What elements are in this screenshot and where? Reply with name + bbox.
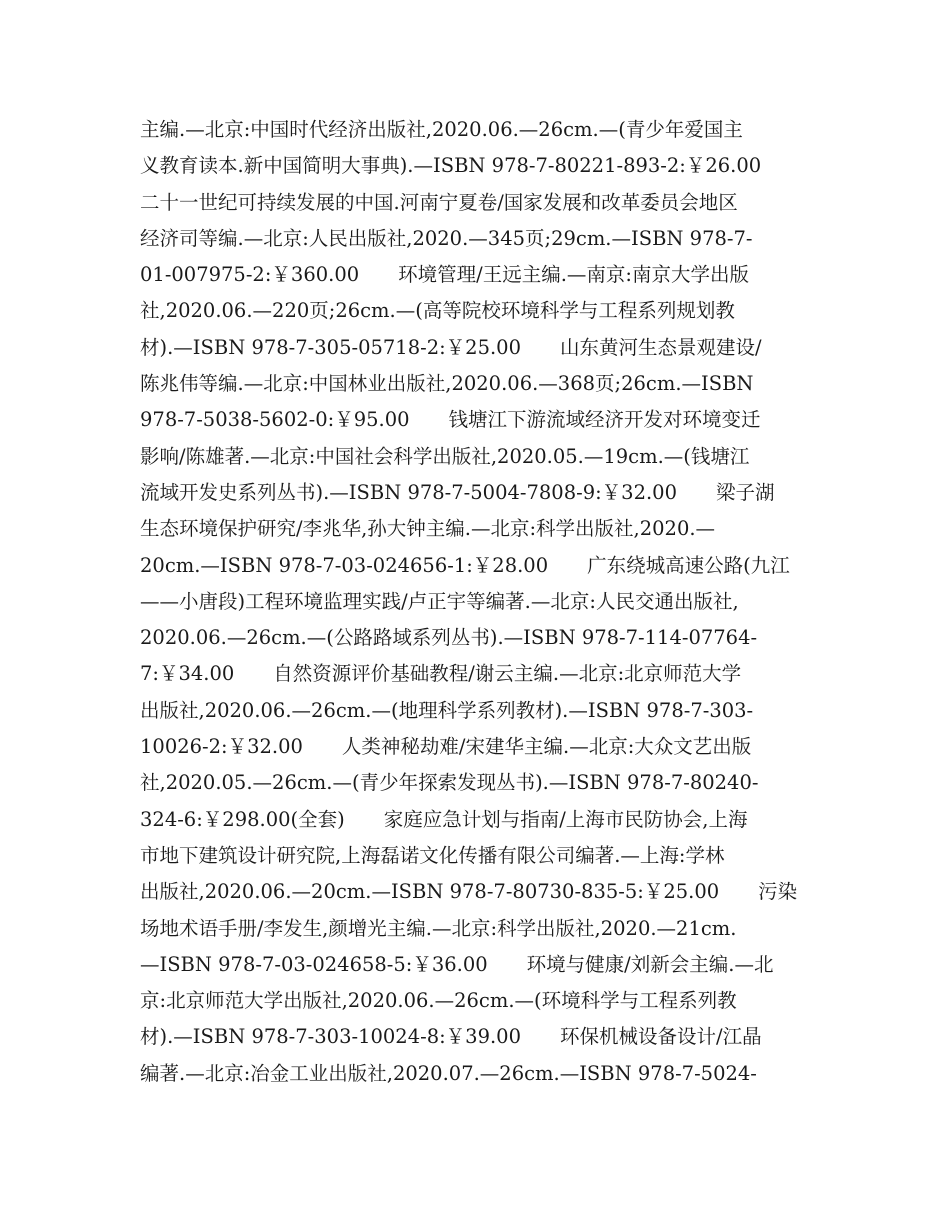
text-line: —ISBN 978-7-03-024658-5:￥36.00 环境与健康/刘新会主编.—北: [140, 952, 774, 976]
text-line: 流域开发史系列丛书).—ISBN 978-7-5004-7808-9:￥32.00 梁子湖: [140, 480, 775, 504]
text-line: 10026-2:￥32.00 人类神秘劫难/宋建华主编.—北京:大众文艺出版: [140, 735, 752, 759]
text-line: 材).—ISBN 978-7-303-10024-8:￥39.00 环保机械设备设计/江晶: [140, 1025, 762, 1049]
text-line: 社,2020.06.—220页;26cm.—(高等院校环境科学与工程系列规划教: [140, 299, 735, 323]
text-line: 20cm.—ISBN 978-7-03-024656-1:￥28.00 广东绕城高速公路(九江: [140, 553, 790, 577]
text-line: 主编.—北京:中国时代经济出版社,2020.06.—26cm.—(青少年爱国主: [140, 118, 743, 141]
text-line: 7:￥34.00 自然资源评价基础教程/谢云主编.—北京:北京师范大学: [140, 662, 742, 686]
text-line: 出版社,2020.06.—20cm.—ISBN 978-7-80730-835-5:￥25.00 污染: [140, 880, 798, 904]
text-line: 978-7-5038-5602-0:￥95.00 钱塘江下游流域经济开发对环境变迁: [140, 408, 761, 432]
text-line: 场地术语手册/李发生,颜增光主编.—北京:科学出版社,2020.—21cm.: [140, 916, 737, 940]
text-line: 京:北京师范大学出版社,2020.06.—26cm.—(环境科学与工程系列教: [140, 989, 737, 1013]
text-line: 影响/陈雄著.—北京:中国社会科学出版社,2020.05.—19cm.—(钱塘江: [140, 444, 750, 468]
text-line: 社,2020.05.—26cm.—(青少年探索发现丛书).—ISBN 978-7-80240-: [140, 771, 759, 795]
text-line: 2020.06.—26cm.—(公路路域系列丛书).—ISBN 978-7-114-07764-: [140, 626, 758, 650]
text-line: 二十一世纪可持续发展的中国.河南宁夏卷/国家发展和改革委员会地区: [140, 190, 738, 214]
text-line: 市地下建筑设计研究院,上海磊诺文化传播有限公司编著.—上海:学林: [140, 843, 725, 867]
bibliography-text-block: [140, 112, 820, 1092]
text-line: 材).—ISBN 978-7-305-05718-2:￥25.00 山东黄河生态景观建设/: [140, 335, 762, 359]
text-line: 出版社,2020.06.—26cm.—(地理科学系列教材).—ISBN 978-7-303-: [140, 698, 754, 722]
text-line: 324-6:￥298.00(全套) 家庭应急计划与指南/上海市民防协会,上海: [140, 807, 748, 831]
text-line: ——小唐段)工程环境监理实践/卢正宇等编著.—北京:人民交通出版社,: [140, 589, 739, 613]
text-line: 01-007975-2:￥360.00 环境管理/王远主编.—南京:南京大学出版: [140, 263, 749, 287]
text-line: 经济司等编.—北京:人民出版社,2020.—345页;29cm.—ISBN 978-7-: [140, 226, 753, 250]
text-line: 义教育读本.新中国简明大事典).—ISBN 978-7-80221-893-2:￥26.00: [140, 154, 762, 178]
text-line: 陈兆伟等编.—北京:中国林业出版社,2020.06.—368页;26cm.—ISBN: [140, 372, 754, 396]
text-line: 编著.—北京:冶金工业出版社,2020.07.—26cm.—ISBN 978-7-5024-: [140, 1061, 757, 1085]
text-line: 生态环境保护研究/李兆华,孙大钟主编.—北京:科学出版社,2020.—: [140, 517, 716, 541]
